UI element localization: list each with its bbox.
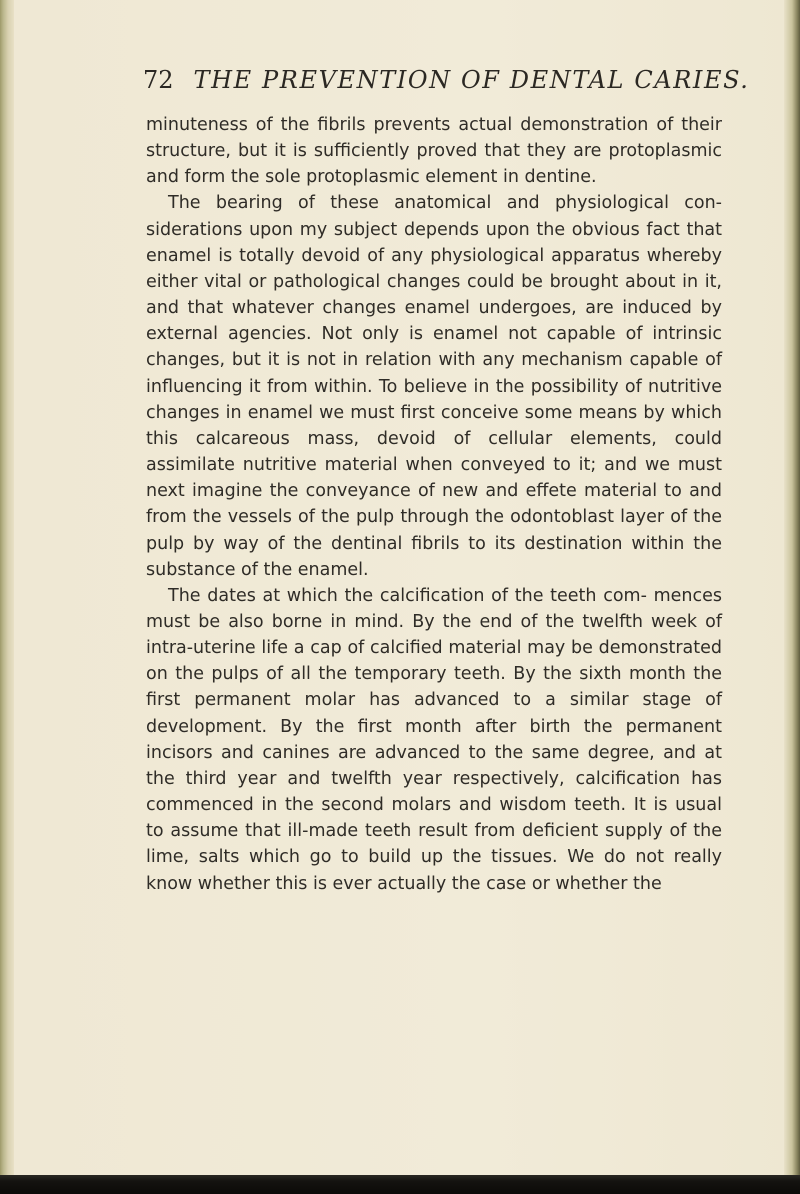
- paragraph: The dates at which the calcification of the teeth com- mences must be also borne in mind. By the end of the twelfth week of intra-uterine life a cap of calcified material may be demonstrated on the pulps of all the temporary teeth. By the sixth month the first permanent molar has advanced to a similar stage of development. By the first month after birth the permanent incisors and canines are advanced to the same degree, and at the third year and twelfth year respectively, calcification has commenced in the second molars and wisdom teeth. It is usual to assume that ill-made teeth result from deficient supply of the lime, salts which go to build up the tissues. We do not really know whether this is ever actually the case or whether the: [146, 585, 722, 894]
- scan-bottom-border: [0, 1175, 800, 1194]
- paragraph: The bearing of these anatomical and physiological con- siderations upon my subject depends upon the obvious fact that enamel is totally devoid of any physiological apparatus whereby either vital or pathological changes could be brought about in it, and that whatever changes enamel undergoes, are induced by external agencies. Not only is enamel not capable of intrinsic changes, but it is not in relation with any mechanism capable of influencing it from within. To believe in the possibility of nutritive changes in enamel we must first conceive some means by which this calcareous mass, devoid of cellular elements, could assimilate nutritive material when conveyed to it; and we must next imagine the conveyance of new and effete material to and from the vessels of the pulp through the odontoblast layer of the pulp by way of the dentinal fibrils to its destination within the substance of the enamel.: [146, 193, 722, 580]
- page-binding-edge: [0, 0, 14, 1194]
- running-header: [143, 66, 750, 94]
- page-fore-edge: [784, 0, 800, 1194]
- paragraph-continued: minuteness of the fibrils prevents actual demonstration of their structure, but it is sufficiently proved that they are protoplasmic and form the sole protoplasmic element in dentine.: [146, 115, 722, 188]
- body-text: [146, 112, 722, 897]
- running-title: THE PREVENTION OF DENTAL CARIES.: [193, 66, 750, 94]
- page-number: 72: [143, 66, 174, 94]
